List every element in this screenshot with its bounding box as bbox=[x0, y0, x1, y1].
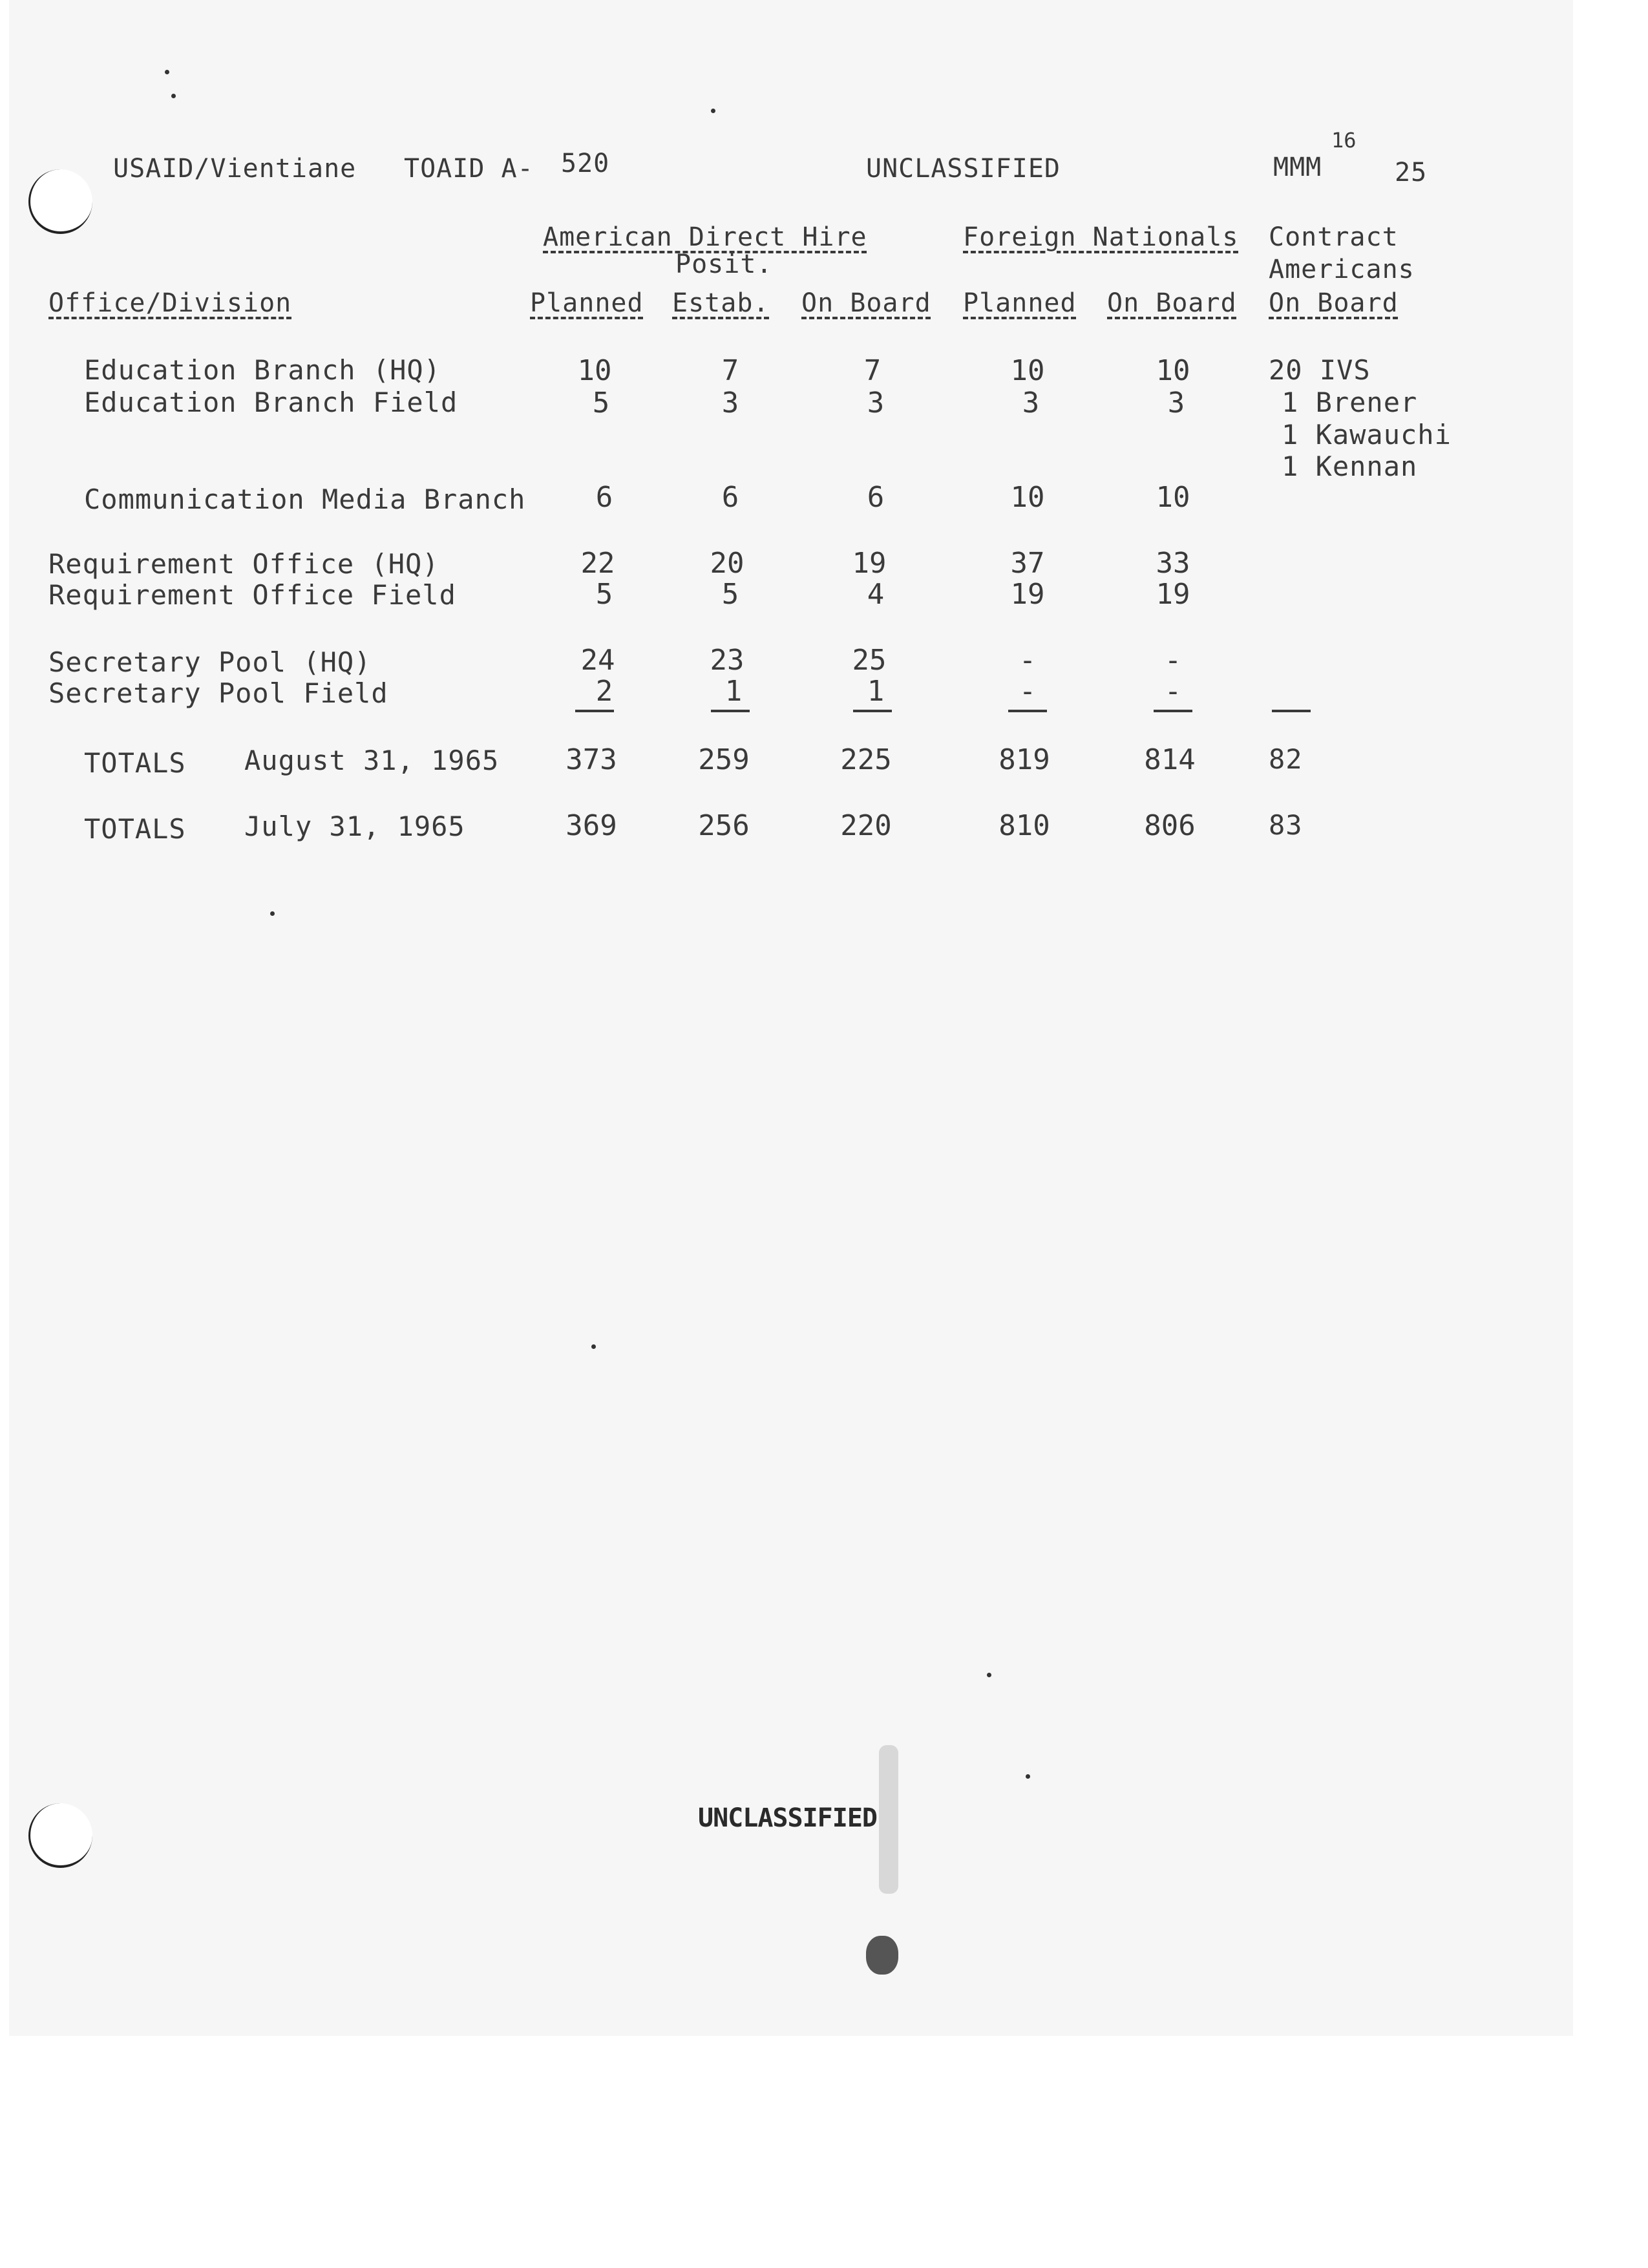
cell-estab: 3 bbox=[721, 387, 739, 419]
total-estab: 259 bbox=[698, 743, 750, 776]
row-label: Secretary Pool (HQ) bbox=[48, 646, 372, 678]
total-planned: 369 bbox=[565, 809, 617, 842]
cell-contract: 20 IVS bbox=[1269, 354, 1371, 386]
scan-speck bbox=[591, 1344, 596, 1349]
cell-fn-on-board: - bbox=[1164, 675, 1182, 708]
header-page-superscript: 16 bbox=[1331, 128, 1357, 153]
cell-estab: 7 bbox=[721, 354, 739, 387]
scan-speck bbox=[171, 94, 176, 98]
sum-underline bbox=[1008, 710, 1047, 712]
cell-estab: 1 bbox=[724, 675, 743, 708]
scan-speck bbox=[165, 70, 169, 74]
header-office: USAID/Vientiane bbox=[113, 154, 357, 184]
cell-fn-on-board: 10 bbox=[1156, 481, 1190, 514]
scan-speck bbox=[987, 1673, 991, 1677]
total-fn-on-board: 814 bbox=[1144, 743, 1196, 776]
cell-fn-on-board: 19 bbox=[1156, 578, 1190, 611]
cell-fn-planned: 19 bbox=[1010, 578, 1045, 611]
col-estab: Estab. bbox=[672, 288, 770, 318]
cell-planned: 22 bbox=[580, 547, 615, 580]
sum-underline bbox=[1154, 710, 1192, 712]
cell-planned: 6 bbox=[595, 481, 613, 514]
cell-fn-planned: - bbox=[1019, 644, 1037, 677]
header-toaid: TOAID A- bbox=[404, 154, 534, 184]
row-label: Education Branch (HQ) bbox=[84, 354, 441, 386]
cell-on-board: 25 bbox=[852, 644, 887, 677]
totals-date: July 31, 1965 bbox=[244, 811, 465, 842]
row-label: Education Branch Field bbox=[84, 387, 458, 418]
header-classification: UNCLASSIFIED bbox=[866, 154, 1061, 184]
total-contract: 83 bbox=[1269, 809, 1303, 841]
total-fn-planned: 819 bbox=[998, 743, 1050, 776]
punch-hole-bottom bbox=[28, 1803, 92, 1868]
col-group-american: American Direct Hire bbox=[543, 222, 867, 252]
cell-contract: 1 Kawauchi bbox=[1282, 419, 1452, 450]
cell-fn-planned: 37 bbox=[1010, 547, 1045, 580]
sum-underline bbox=[853, 710, 892, 712]
col-posit: Posit. bbox=[675, 249, 773, 279]
total-fn-on-board: 806 bbox=[1144, 809, 1196, 842]
sum-underline bbox=[711, 710, 750, 712]
cell-contract: 1 Kennan bbox=[1282, 450, 1418, 482]
punch-hole-top bbox=[28, 169, 92, 234]
cell-on-board: 3 bbox=[867, 387, 885, 419]
row-label: Requirement Office Field bbox=[48, 579, 456, 611]
cell-estab: 5 bbox=[721, 578, 739, 611]
total-planned: 373 bbox=[565, 743, 617, 776]
footer-classification-stamp: UNCLASSIFIED bbox=[698, 1803, 877, 1833]
cell-estab: 6 bbox=[721, 481, 739, 514]
row-label: Communication Media Branch bbox=[84, 483, 526, 515]
cell-on-board: 7 bbox=[863, 354, 882, 387]
cell-fn-on-board: 33 bbox=[1156, 547, 1190, 580]
col-contract-3: On Board bbox=[1269, 288, 1399, 318]
header-page-number: 25 bbox=[1395, 158, 1428, 187]
totals-label: TOTALS bbox=[84, 747, 186, 779]
scan-speck bbox=[270, 911, 275, 916]
total-on-board: 220 bbox=[840, 809, 892, 842]
scan-speck bbox=[711, 109, 715, 113]
cell-planned: 5 bbox=[592, 387, 610, 419]
cell-planned: 10 bbox=[577, 354, 612, 387]
cell-on-board: 4 bbox=[867, 578, 885, 611]
header-toaid-number: 520 bbox=[561, 149, 610, 178]
cell-contract: 1 Brener bbox=[1282, 387, 1418, 418]
col-group-foreign: Foreign Nationals bbox=[963, 222, 1239, 252]
col-fn-planned: Planned bbox=[963, 288, 1077, 318]
totals-date: August 31, 1965 bbox=[244, 745, 500, 776]
col-contract-1: Contract bbox=[1269, 222, 1399, 252]
scan-speck bbox=[1026, 1774, 1030, 1779]
cell-estab: 20 bbox=[710, 547, 745, 580]
total-estab: 256 bbox=[698, 809, 750, 842]
cell-planned: 24 bbox=[580, 644, 615, 677]
total-on-board: 225 bbox=[840, 743, 892, 776]
cell-fn-planned: 10 bbox=[1010, 354, 1045, 387]
cell-planned: 2 bbox=[595, 675, 613, 708]
cell-fn-planned: 10 bbox=[1010, 481, 1045, 514]
sum-underline bbox=[1272, 710, 1311, 712]
row-label: Requirement Office (HQ) bbox=[48, 548, 439, 580]
ink-blot bbox=[866, 1936, 898, 1975]
total-fn-planned: 810 bbox=[998, 809, 1050, 842]
total-contract: 82 bbox=[1269, 743, 1303, 775]
cell-on-board: 19 bbox=[852, 547, 887, 580]
col-fn-on-board: On Board bbox=[1107, 288, 1237, 318]
scan-smudge bbox=[879, 1745, 898, 1894]
cell-fn-planned: - bbox=[1019, 675, 1037, 708]
cell-fn-on-board: - bbox=[1164, 644, 1182, 677]
col-planned: Planned bbox=[530, 288, 644, 318]
cell-fn-on-board: 10 bbox=[1156, 354, 1190, 387]
col-office-division: Office/Division bbox=[48, 288, 292, 318]
totals-label: TOTALS bbox=[84, 813, 186, 845]
cell-on-board: 6 bbox=[867, 481, 885, 514]
cell-estab: 23 bbox=[710, 644, 745, 677]
row-label: Secretary Pool Field bbox=[48, 677, 388, 709]
cell-on-board: 1 bbox=[867, 675, 885, 708]
col-on-board: On Board bbox=[801, 288, 931, 318]
cell-fn-planned: 3 bbox=[1022, 387, 1040, 419]
col-contract-2: Americans bbox=[1269, 255, 1415, 284]
cell-fn-on-board: 3 bbox=[1167, 387, 1185, 419]
cell-planned: 5 bbox=[595, 578, 613, 611]
header-page-prefix: MMM bbox=[1273, 153, 1322, 182]
sum-underline bbox=[575, 710, 614, 712]
